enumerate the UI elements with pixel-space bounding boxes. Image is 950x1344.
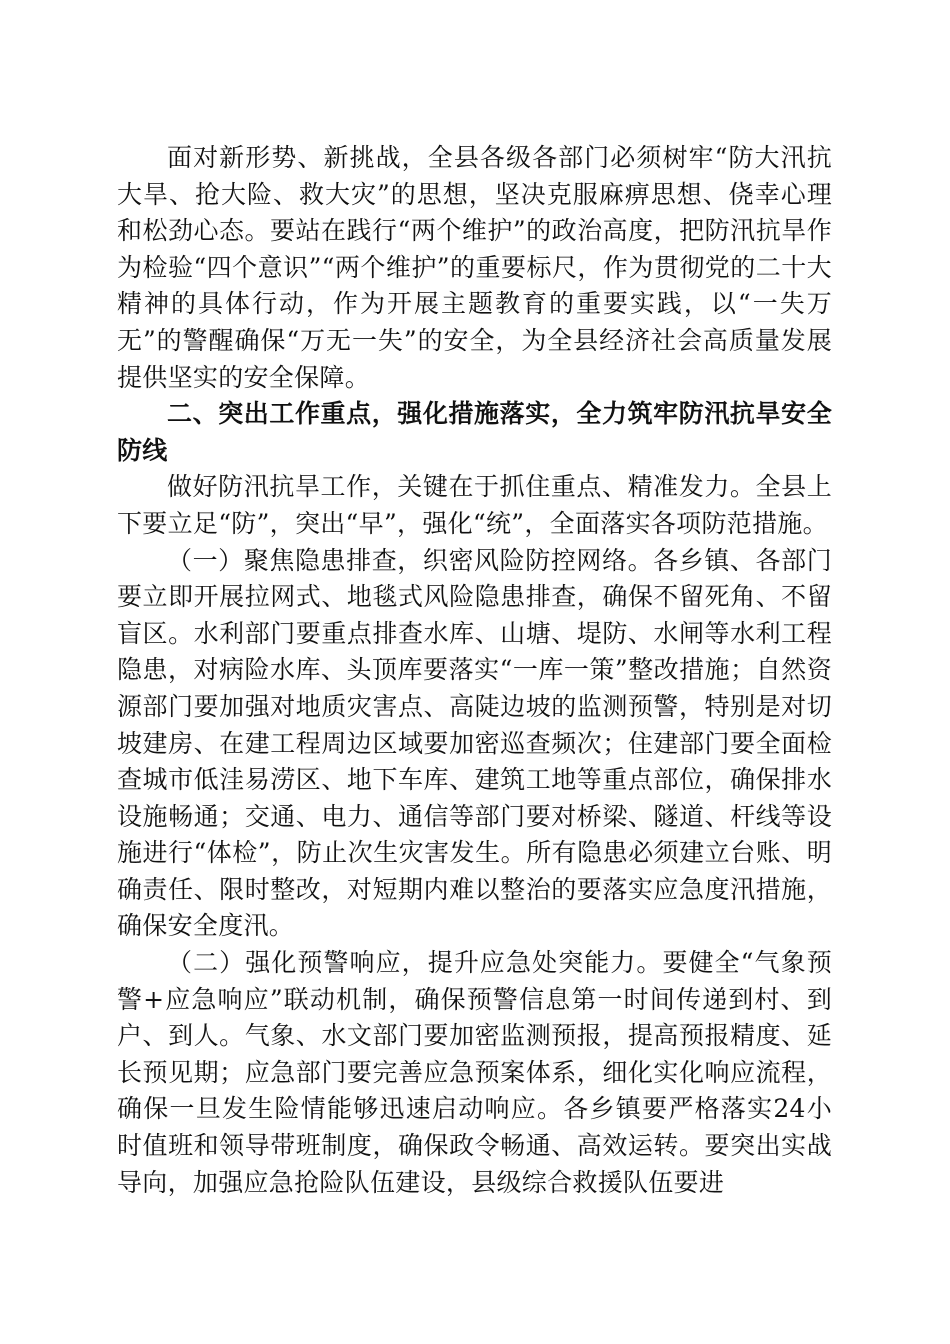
paragraph-warning-response: （二）强化预警响应，提升应急处突能力。要健全“气象预警+应急响应”联动机制，确保预警信息第一时间传递到村、到户、到人。气象、水文部门要加密监测预报，提高预报精度、延长预见期；应急部门要完善应急预案体系，细化实化响应流程，确保一旦发生险情能够迅速启动响应。各乡镇要严格落实24小时值班和领导带班制度，确保政令畅通、高效运转。要突出实战导向，加强应急抢险队伍建设，县级综合救援队伍要进 [117,948,832,1197]
paragraph-hazard-inspection: （一）聚焦隐患排查，织密风险防控网络。各乡镇、各部门要立即开展拉网式、地毯式风险隐患排查，确保不留死角、不留盲区。水利部门要重点排查水库、山塘、堤防、水闸等水利工程隐患，对病险水库、头顶库要落实“一库一策”整改措施；自然资源部门要加强对地质灾害点、高陡边坡的监测预警，特别是对切坡建房、在建工程周边区域要加密巡查频次；住建部门要全面检查城市低洼易涝区、地下车库、建筑工地等重点部位，确保排水设施畅通；交通、电力、通信等部门要对桥梁、隧道、杆线等设施进行“体检”，防止次生灾害发生。所有隐患必须建立台账、明确责任、限时整改，对短期内难以整治的要落实应急度汛措施，确保安全度汛。 [117,545,832,941]
paragraph-key-focus: 做好防汛抗旱工作，关键在于抓住重点、精准发力。全县上下要立足“防”，突出“早”，强化“统”，全面落实各项防范措施。 [117,472,832,538]
document-body [117,140,832,1201]
section-heading-2: 二、突出工作重点，强化措施落实，全力筑牢防汛抗旱安全防线 [117,399,832,465]
paragraph-situation: 面对新形势、新挑战，全县各级各部门必须树牢“防大汛抗大旱、抢大险、救大灾”的思想，坚决克服麻痹思想、侥幸心理和松劲心态。要站在践行“两个维护”的政治高度，把防汛抗旱作为检验“四个意识”“两个维护”的重要标尺，作为贯彻党的二十大精神的具体行动，作为开展主题教育的重要实践，以“一失万无”的警醒确保“万无一失”的安全，为全县经济社会高质量发展提供坚实的安全保障。 [117,143,832,392]
